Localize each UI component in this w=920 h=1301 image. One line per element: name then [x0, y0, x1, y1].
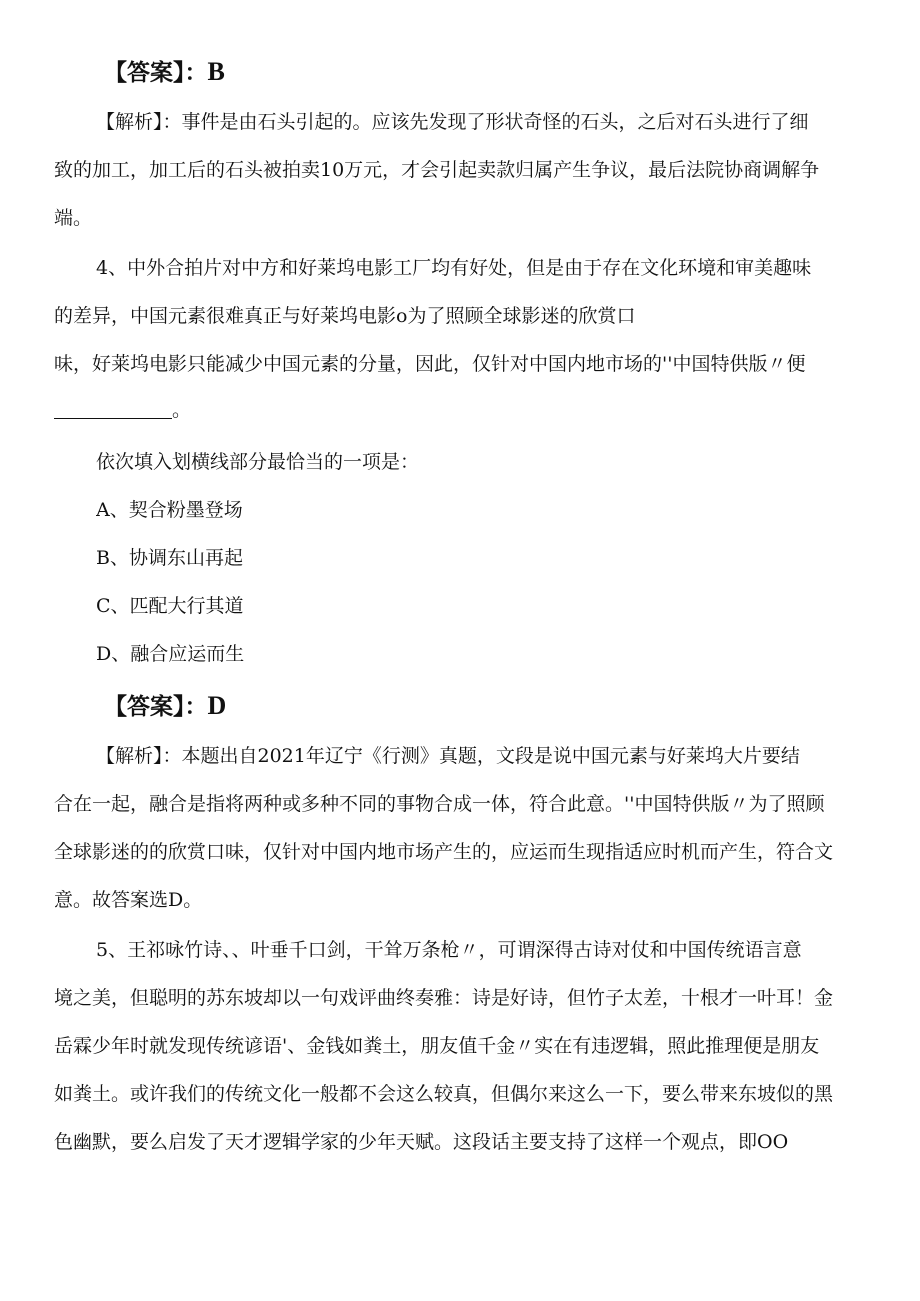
- analysis-3-line-3: 端。: [54, 207, 93, 229]
- question-4-end: 。: [172, 399, 192, 421]
- question-5-line-1: 5、王祁咏竹诗、、叶垂千口剑，干耸万条枪〃，可谓深得古诗对仗和中国传统语言意: [96, 939, 802, 961]
- answer-label: 【答案】：: [104, 60, 208, 86]
- option-c: C、匹配大行其道: [96, 595, 244, 617]
- analysis-3-line-1: 【解析】：事件是由石头引起的。应该先发现了形状奇怪的石头，之后对石头进行了细: [96, 111, 809, 133]
- question-4-prompt: 依次填入划横线部分最恰当的一项是：: [96, 451, 420, 473]
- analysis-4-line-1: 【解析】：本题出自2021年辽宁《行测》真题，文段是说中国元素与好莱坞大片要结: [96, 745, 800, 767]
- analysis-4-line-4: 意。故答案选D。: [54, 889, 203, 911]
- question-5-line-2: 境之美，但聪明的苏东坡却以一句戏评曲终奏雅：诗是好诗，但竹子太差，十根才一叶耳！金: [54, 987, 834, 1009]
- question-4-line-3: 味，好莱坞电影只能减少中国元素的分量，因此，仅针对中国内地市场的''中国特供版〃便: [54, 353, 806, 375]
- question-4-line-1: 4、中外合拍片对中方和好莱坞电影工厂均有好处，但是由于存在文化环境和审美趣味: [96, 257, 812, 279]
- answer-3: [104, 58, 225, 87]
- option-a: A、契合粉墨登场: [96, 499, 243, 521]
- question-5-line-3: 岳霖少年时就发现传统谚语'、金钱如粪土，朋友值千金〃实在有违逻辑，照此推理便是朋友: [54, 1035, 820, 1057]
- question-4-line-2: 的差异，中国元素很难真正与好莱坞电影o为了照顾全球影迷的欣赏口: [54, 305, 636, 327]
- analysis-4-line-2: 合在一起，融合是指将两种或多种不同的事物合成一体，符合此意。''中国特供版〃为了照顾: [54, 793, 825, 815]
- option-d: D、融合应运而生: [96, 643, 245, 665]
- answer-4: [104, 692, 226, 721]
- option-b: B、协调东山再起: [96, 547, 243, 569]
- answer-letter: D: [207, 691, 227, 720]
- question-5-line-5: 色幽默，要么启发了天才逻辑学家的少年天赋。这段话主要支持了这样一个观点，即OO: [54, 1131, 789, 1153]
- fill-in-blank-line: [54, 418, 172, 419]
- analysis-3-line-2: 致的加工，加工后的石头被拍卖10万元，才会引起卖款归属产生争议，最后法院协商调解争: [54, 159, 820, 181]
- answer-label: 【答案】：: [104, 694, 208, 720]
- analysis-4-line-3: 全球影迷的的欣赏口味，仅针对中国内地市场产生的，应运而生现指适应时机而产生，符合文: [54, 841, 834, 863]
- question-5-line-4: 如粪土。或许我们的传统文化一般都不会这么较真，但偶尔来这么一下，要么带来东坡似的黑: [54, 1083, 834, 1105]
- answer-letter: B: [207, 57, 225, 86]
